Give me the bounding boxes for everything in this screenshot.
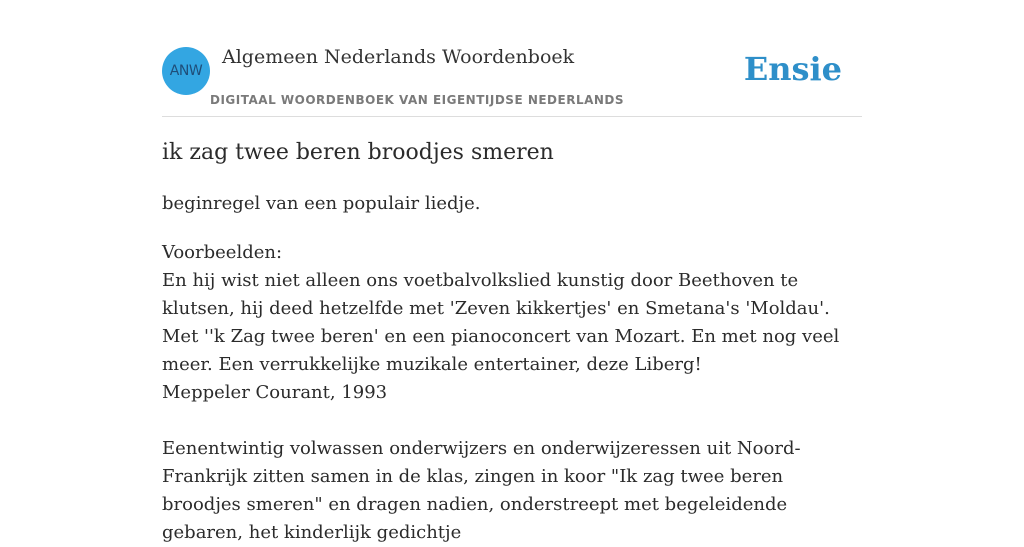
example-source: Meppeler Courant, 1993 [162,382,388,403]
anw-logo[interactable] [162,47,210,95]
examples-label: Voorbeelden: [162,242,283,263]
example-text: En hij wist niet alleen ons voetbalvolkslied kunstig door Beethoven te klutsen, hij deed hetzelfde met 'Zeven kikkertjes' en Smetana's 'Moldau'. Met ''k Zag twee beren' en een pianoconcert van Mozart. En met nog veel meer. Een verrukkelijke muzikale entertainer, deze Liberg! [162,270,840,375]
examples-section [162,239,867,547]
logo-text: ANW [169,63,203,79]
example-text: Eenentwintig volwassen onderwijzers en onderwijzeressen uit Noord-Frankrijk zitten samen in de klas, zingen in koor "Ik zag twee beren broodjes smeren" en dragen nadien, onderstreept met begeleidende gebaren, het kinderlijk gedichtje [162,438,801,543]
entry-title: ik zag twee beren broodjes smeren [162,140,554,165]
ensie-brand-link[interactable]: Ensie [743,50,842,88]
site-title[interactable]: Algemeen Nederlands Woordenboek [222,46,575,68]
site-header [162,0,862,117]
site-subtitle: DIGITAAL WOORDENBOEK VAN EIGENTIJDSE NEDERLANDS [210,93,625,107]
example-spacer [162,407,867,435]
entry-definition: beginregel van een populair liedje. [162,193,481,214]
